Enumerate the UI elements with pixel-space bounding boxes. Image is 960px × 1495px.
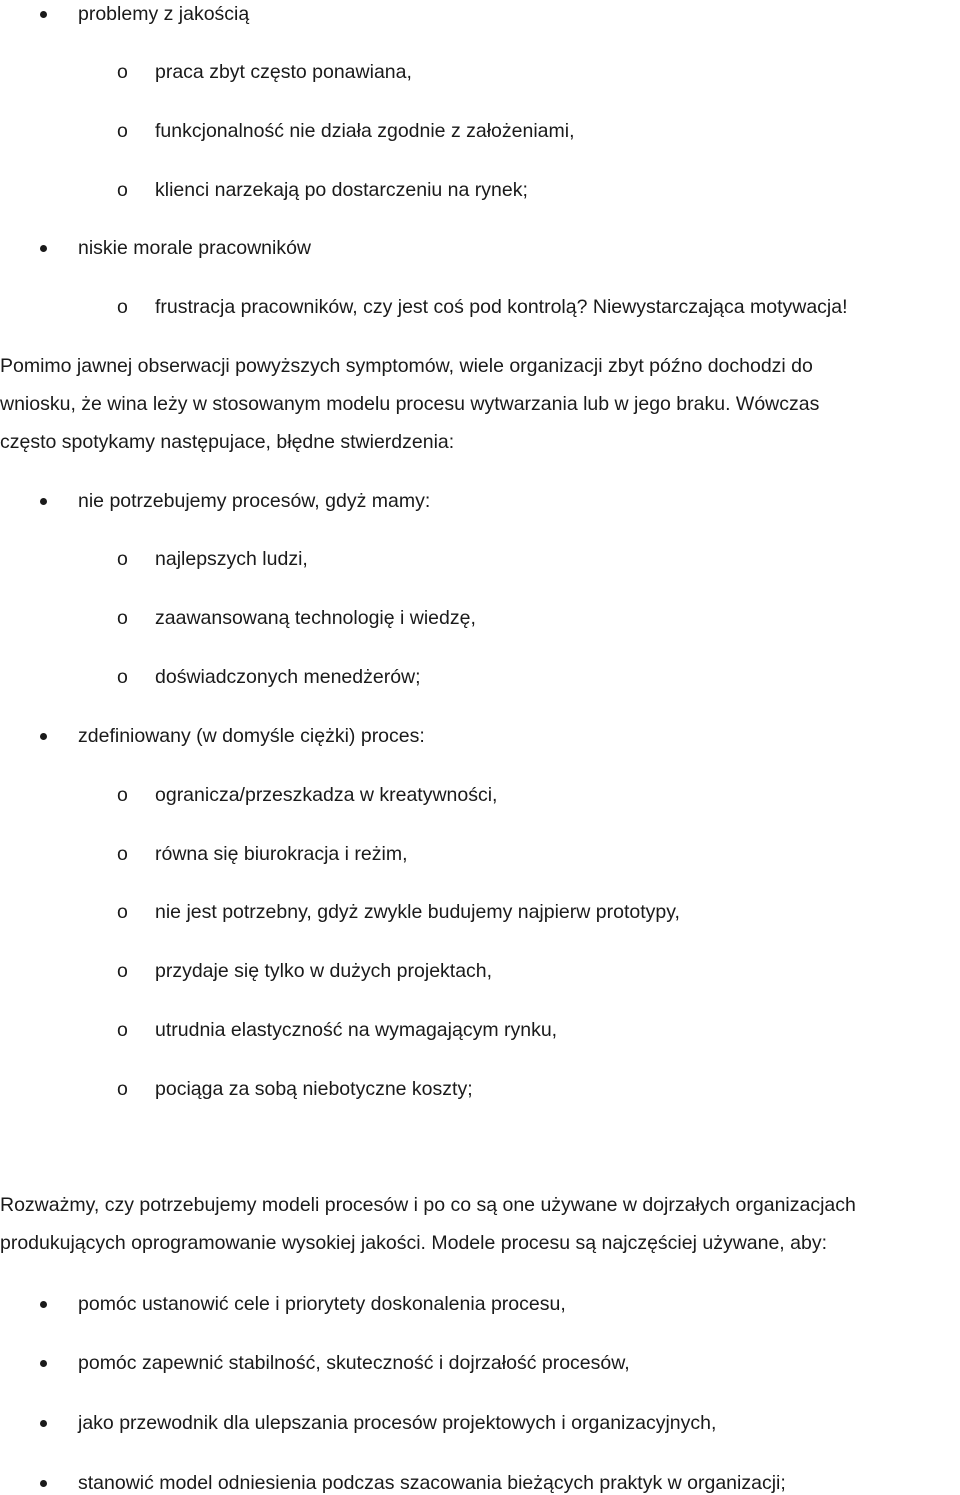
list-item-text: zdefiniowany (w domyśle ciężki) proces: — [78, 725, 425, 747]
list-item-text: stanowić model odniesienia podczas szacowania bieżących praktyk w organizacji; — [78, 1472, 786, 1494]
list-item-text: najlepszych ludzi, — [155, 548, 308, 570]
paragraph-line: Rozważmy, czy potrzebujemy modeli procesów i po co są one używane w dojrzałych organizacjach — [0, 1194, 856, 1216]
list-item-text: ogranicza/przeszkadza w kreatywności, — [155, 784, 498, 806]
circle-bullet-icon: o — [117, 548, 128, 570]
circle-bullet-icon: o — [117, 1019, 128, 1041]
circle-bullet-icon: o — [117, 1078, 128, 1100]
paragraph-line: wniosku, że wina leży w stosowanym modelu procesu wytwarzania lub w jego braku. Wówczas — [0, 393, 820, 415]
list-item-text: frustracja pracowników, czy jest coś pod kontrolą? Niewystarczająca motywacja! — [155, 296, 848, 318]
circle-bullet-icon: o — [117, 120, 128, 142]
list-item-text: jako przewodnik dla ulepszania procesów projektowych i organizacyjnych, — [78, 1412, 717, 1434]
list-item-text: pociąga za sobą niebotyczne koszty; — [155, 1078, 473, 1100]
bullet-icon — [40, 1301, 47, 1308]
bullet-icon — [40, 733, 47, 740]
list-item-text: funkcjonalność nie działa zgodnie z założeniami, — [155, 120, 575, 142]
bullet-icon — [40, 1420, 47, 1427]
circle-bullet-icon: o — [117, 960, 128, 982]
circle-bullet-icon: o — [117, 843, 128, 865]
circle-bullet-icon: o — [117, 901, 128, 923]
circle-bullet-icon: o — [117, 784, 128, 806]
bullet-icon — [40, 245, 47, 252]
paragraph — [0, 1186, 960, 1262]
list-item-text: nie jest potrzebny, gdyż zwykle budujemy najpierw prototypy, — [155, 901, 680, 923]
circle-bullet-icon: o — [117, 61, 128, 83]
circle-bullet-icon: o — [117, 179, 128, 201]
bullet-icon — [40, 498, 47, 505]
list-item-text: klienci narzekają po dostarczeniu na rynek; — [155, 179, 528, 201]
list-item-text: pomóc zapewnić stabilność, skuteczność i dojrzałość procesów, — [78, 1352, 630, 1374]
circle-bullet-icon: o — [117, 296, 128, 318]
list-item-text: równa się biurokracja i reżim, — [155, 843, 408, 865]
paragraph-line: Pomimo jawnej obserwacji powyższych symptomów, wiele organizacji zbyt późno dochodzi do — [0, 355, 813, 377]
list-item-text: przydaje się tylko w dużych projektach, — [155, 960, 493, 982]
bullet-icon — [40, 11, 47, 18]
paragraph-line: produkujących oprogramowanie wysokiej jakości. Modele procesu są najczęściej używane, aby: — [0, 1232, 827, 1254]
list-item-text: niskie morale pracowników — [78, 237, 312, 259]
list-item-text: problemy z jakością — [78, 3, 250, 25]
list-item-text: utrudnia elastyczność na wymagającym rynku, — [155, 1019, 558, 1041]
bullet-icon — [40, 1360, 47, 1367]
paragraph — [0, 347, 960, 461]
list-item-text: zaawansowaną technologię i wiedzę, — [155, 607, 476, 629]
list-item-text: nie potrzebujemy procesów, gdyż mamy: — [78, 490, 431, 512]
paragraph-line: często spotykamy następujace, błędne stwierdzenia: — [0, 431, 455, 453]
circle-bullet-icon: o — [117, 607, 128, 629]
list-item-text: praca zbyt często ponawiana, — [155, 61, 412, 83]
circle-bullet-icon: o — [117, 666, 128, 688]
list-item-text: pomóc ustanowić cele i priorytety doskonalenia procesu, — [78, 1293, 566, 1315]
list-item-text: doświadczonych menedżerów; — [155, 666, 421, 688]
bullet-icon — [40, 1480, 47, 1487]
